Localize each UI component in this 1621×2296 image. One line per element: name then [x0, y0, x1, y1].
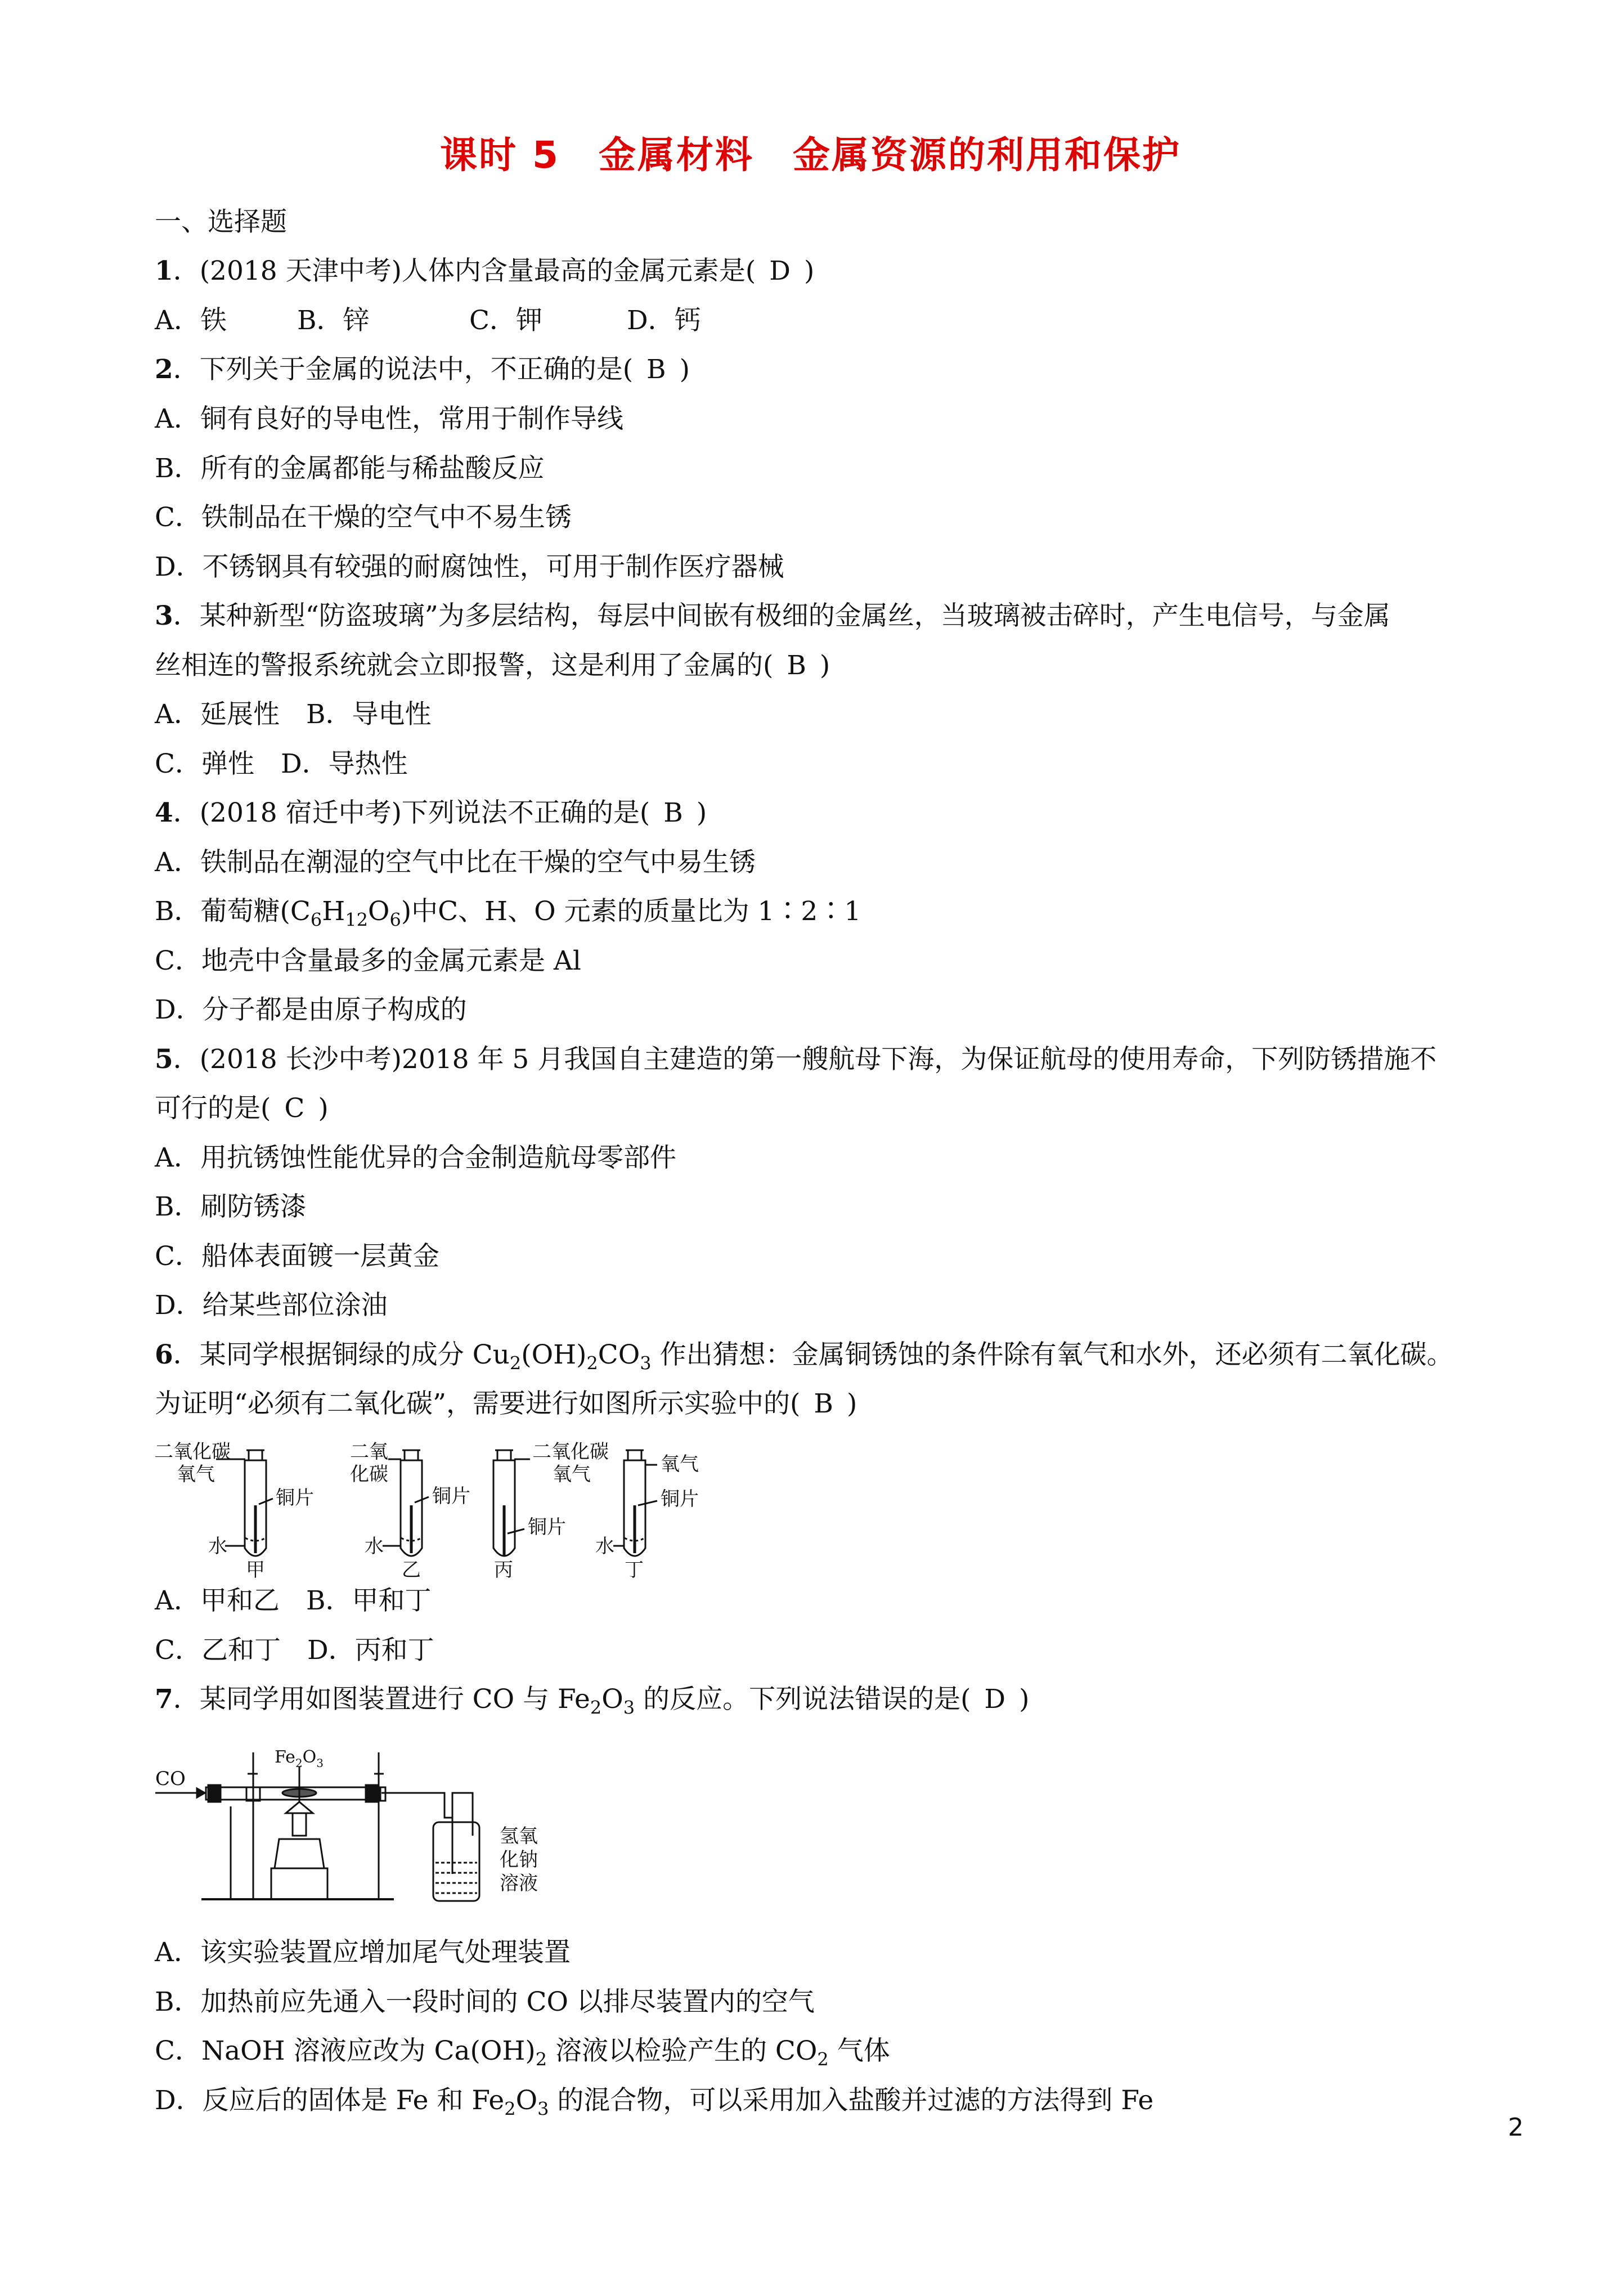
svg-text:CO: CO: [155, 1768, 186, 1790]
svg-text:水: 水: [208, 1535, 227, 1558]
question-5-stem: [155, 1043, 1436, 1077]
svg-text:丙: 丙: [494, 1559, 513, 1581]
svg-text:丁: 丁: [625, 1559, 644, 1581]
question-2-stem: [155, 353, 690, 387]
question-text: ．(2018 天津中考)人体内含量最高的金属元素是(: [173, 255, 756, 286]
svg-text:二氧: 二氧: [350, 1441, 388, 1463]
question-1-stem: [155, 254, 814, 288]
q1-option-d: D．钙: [627, 305, 701, 336]
q4-option-a: A．铁制品在潮湿的空气中比在干燥的空气中易生锈: [155, 847, 756, 878]
answer: D: [769, 255, 791, 286]
q7-option-c: C．NaOH 溶液应改为 $Ca(OH)_2$ 溶液以检验产生的 $CO_2$ 气体: [155, 2035, 890, 2070]
svg-text:水: 水: [365, 1535, 384, 1558]
question-number: 1: [155, 255, 173, 286]
q6-options-cd: C．乙和丁 D．丙和丁: [155, 1635, 434, 1666]
q7-option-d: D．反应后的固体是 Fe 和 $Fe_2O_3$ 的混合物，可以采用加入盐酸并过滤的方法得到 Fe: [155, 2085, 1154, 2120]
q1-option-b: B．锌: [297, 305, 370, 336]
svg-text:乙: 乙: [402, 1559, 421, 1581]
answer: C: [284, 1093, 305, 1124]
q7-option-a: A．该实验装置应增加尾气处理装置: [155, 1937, 571, 1968]
paren-close: ): [819, 650, 830, 681]
svg-text:化钠: 化钠: [500, 1849, 538, 1871]
svg-text:氧气: 氧气: [177, 1463, 215, 1486]
svg-text:氧气: 氧气: [553, 1463, 591, 1486]
svg-text:溶液: 溶液: [500, 1872, 538, 1895]
q3-options-cd: C．弹性 D．导热性: [155, 748, 408, 779]
q4-option-c: C．地壳中含量最多的金属元素是 Al: [155, 945, 581, 976]
q3-options-ab: A．延展性 B．导电性: [155, 699, 432, 730]
svg-text:氢氧: 氢氧: [500, 1825, 538, 1847]
svg-text:二氧化碳: 二氧化碳: [154, 1441, 231, 1463]
question-number: 7: [155, 1684, 173, 1715]
question-6-stem-line2: [155, 1387, 857, 1421]
q2-option-c: C．铁制品在干燥的空气中不易生锈: [155, 502, 572, 533]
question-5-stem-line2: [155, 1092, 329, 1125]
q2-option-b: B．所有的金属都能与稀盐酸反应: [155, 453, 545, 484]
question-number: 2: [155, 354, 173, 385]
paren-close: ): [679, 354, 690, 385]
svg-text:铜片: 铜片: [528, 1516, 566, 1539]
question-text: 为证明“必须有二氧化碳”，需要进行如图所示实验中的(: [155, 1388, 801, 1419]
svg-text:甲: 甲: [246, 1559, 265, 1581]
q1-option-c: C．钾: [469, 305, 542, 336]
page-number: 2: [1508, 2113, 1524, 2142]
question-6-stem: 6．某同学根据铜绿的成分 $Cu_2(OH)_2CO_3$ 作出猜想：金属铜锈蚀的条件除有氧气和水外，还必须有二氧化碳。: [155, 1339, 1453, 1374]
svg-text:铜片: 铜片: [661, 1488, 699, 1510]
svg-text:二氧化碳: 二氧化碳: [532, 1441, 609, 1463]
svg-text:铜片: 铜片: [276, 1487, 314, 1509]
question-text: 丝相连的警报系统就会立即报警，这是利用了金属的(: [155, 650, 774, 681]
q5-option-c: C．船体表面镀一层黄金: [155, 1241, 439, 1272]
paren-close: ): [318, 1093, 329, 1124]
q4-option-d: D．分子都是由原子构成的: [155, 994, 467, 1025]
question-number: 3: [155, 600, 173, 631]
question-number: 4: [155, 797, 173, 828]
svg-text:氧气: 氧气: [661, 1453, 699, 1476]
q5-option-d: D．给某些部位涂油: [155, 1290, 388, 1321]
question-7-stem: 7．某同学用如图装置进行 CO 与 $Fe_2O_3$ 的反应。下列说法错误的是( D ): [155, 1684, 1030, 1719]
svg-text:铜片: 铜片: [432, 1485, 470, 1508]
question-number: 5: [155, 1044, 173, 1075]
question-text: ．下列关于金属的说法中，不正确的是(: [173, 354, 634, 385]
paren-close: ): [803, 255, 815, 286]
test-tube-figure: [152, 1438, 743, 1581]
question-number: 6: [155, 1339, 173, 1370]
q7-option-b: B．加热前应先通入一段时间的 CO 以排尽装置内的空气: [155, 1986, 815, 2017]
question-3-stem-line2: [155, 649, 830, 683]
question-text: 可行的是(: [155, 1093, 271, 1124]
paren-close: ): [846, 1388, 857, 1419]
paren-close: ): [1019, 1684, 1030, 1715]
q5-option-b: B．刷防锈漆: [155, 1191, 307, 1222]
question-text: ．(2018 宿迁中考)下列说法不正确的是(: [173, 797, 650, 828]
q4-option-b: B．葡萄糖$(C_6H_{12}O_6)$中C、H、O 元素的质量比为 1∶2∶1: [155, 896, 861, 931]
q5-option-a: A．用抗锈蚀性能优异的合金制造航母零部件: [155, 1142, 676, 1173]
answer: B: [814, 1388, 833, 1419]
paren-close: ): [696, 797, 707, 828]
page-title: 课时 5 金属材料 金属资源的利用和保护: [440, 133, 1181, 177]
svg-text:Fe2O3: $Fe_2O_3$: [275, 1747, 324, 1770]
section-heading: 一、选择题: [155, 207, 287, 237]
question-text: ．(2018 长沙中考)2018 年 5 月我国自主建造的第一艘航母下海，为保证航母的使用寿命，下列防锈措施不: [173, 1044, 1437, 1075]
q1-option-a: A．铁: [155, 305, 227, 336]
question-4-stem: [155, 796, 707, 830]
question-3-stem: [155, 599, 1390, 633]
co-reduction-apparatus-figure: [152, 1733, 580, 1913]
svg-text:化碳: 化碳: [350, 1463, 388, 1486]
answer: D: [984, 1684, 1006, 1715]
svg-text:水: 水: [595, 1535, 614, 1558]
answer: B: [663, 797, 683, 828]
q2-option-d: D．不锈钢具有较强的耐腐蚀性，可用于制作医疗器械: [155, 551, 784, 582]
q2-option-a: A．铜有良好的导电性，常用于制作导线: [155, 403, 623, 434]
question-text: ．某种新型“防盗玻璃”为多层结构，每层中间嵌有极细的金属丝，当玻璃被击碎时，产生电信号，与金属: [173, 600, 1390, 631]
answer: B: [646, 354, 666, 385]
q6-options-ab: A．甲和乙 B．甲和丁: [155, 1585, 432, 1616]
answer: B: [787, 650, 806, 681]
